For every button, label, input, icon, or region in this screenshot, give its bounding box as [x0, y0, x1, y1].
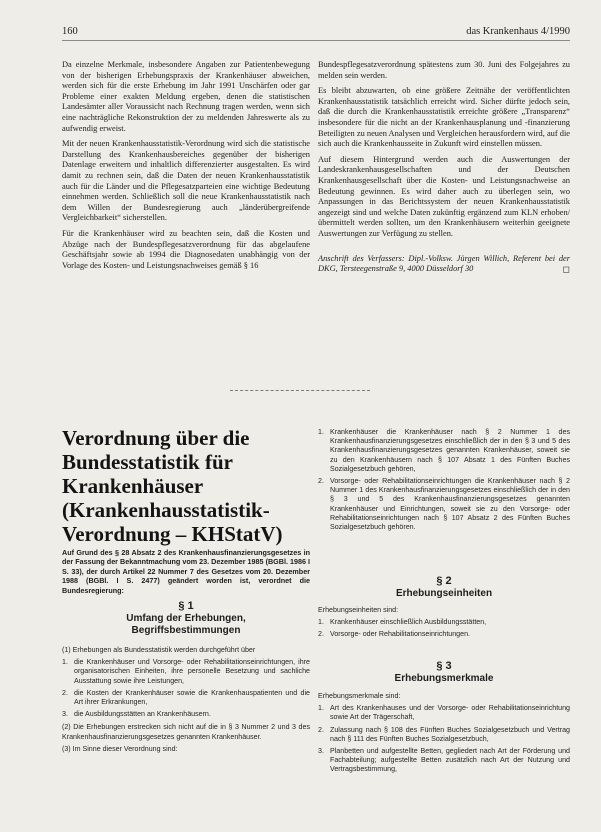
- title-line: Krankenhäuser: [62, 474, 204, 498]
- list-item: 3. die Ausbildungsstätten an Krankenhäusern.: [62, 710, 211, 719]
- section-number: § 1: [178, 600, 194, 612]
- title-line: Verordnung über die: [62, 426, 250, 450]
- section-paragraph: (2) Die Erhebungen erstrecken sich nicht auf die in § 3 Nummer 2 und 3 des Krankenhausfinanzierungsgesetzes genannten Krankenhäuser.: [62, 723, 310, 741]
- list-item: 2. Vorsorge- oder Rehabilitationseinrichtungen die Krankenhäuser nach § 2 Nummer 1 des Krankenhausfinanzierungsgesetzes einschließlich der in den § 3 und 5 des Krankenhausfinanzierungsgesetzes genannten Krankenhäuser und Einrichtungen, soweit sie zu den Vorsorge- oder Rehabilitationseinrichtungen nach § 107 Absatz 2 des Fünften Buches Sozialgesetzbuch gehören.: [318, 477, 570, 532]
- page-number: 160: [62, 26, 78, 37]
- section-title: Erhebungsmerkmale: [394, 673, 494, 684]
- list-item: 3. Planbetten und aufgestellte Betten, gegliedert nach Art der Förderung und Fachabteilung; aufgestellte Betten zusätzlich nach Art der Nutzung und Vertragsbestimmung,: [318, 747, 570, 774]
- section-paragraph: (1) Erhebungen als Bundesstatistik werden durchgeführt über: [62, 646, 256, 654]
- author-address: [318, 254, 570, 275]
- article-column-right: [318, 60, 570, 280]
- section-1-list: [62, 658, 310, 719]
- section-2-body: [318, 606, 570, 644]
- section-3-list: [318, 704, 570, 774]
- section-title: Umfang der Erhebungen,: [126, 613, 246, 624]
- article-paragraph: Bundespflegesatzverordnung spätestens zum 30. Juni des Folgejahres zu melden sein werden.: [318, 60, 570, 80]
- list-item: 1. die Krankenhäuser und Vorsorge- oder Rehabilitationseinrichtungen, ihre organisatorischen Einheiten, ihre personelle Besetzung und sachliche Ausstattung sowie ihre Leistungen,: [62, 658, 310, 685]
- section-1-definitions: [318, 428, 570, 536]
- article-paragraph: Für die Krankenhäuser wird zu beachten sein, daß die Kosten und Abzüge nach der Bundespflegesatzverordnung für das abgelaufene Geschäftsjahr sowie ab 1994 die Diagnosedaten unabhängig von der Vorlage des Kosten- und Leistungsnachweises gemäß § 16: [62, 228, 310, 270]
- list-item: 1. Krankenhäuser einschließlich Ausbildungsstätten,: [318, 618, 487, 627]
- list-item: 2. Vorsorge- oder Rehabilitationseinrichtungen.: [318, 630, 470, 639]
- section-paragraph: Erhebungseinheiten sind:: [318, 606, 399, 614]
- title-line: Bundesstatistik für: [62, 450, 233, 474]
- section-divider: [230, 390, 370, 391]
- running-header: [62, 24, 570, 41]
- section-1-body: [62, 646, 310, 757]
- section-1-heading: [62, 600, 310, 637]
- list-item: 2. Zulassung nach § 108 des Fünften Buches Sozialgesetzbuch und Vertrag nach § 111 des Fünften Buches Sozialgesetzbuch,: [318, 725, 570, 743]
- list-item: 1. Art des Krankenhauses und der Vorsorge- oder Rehabilitationseinrichtung sowie Art der Trägerschaft,: [318, 704, 570, 722]
- article-paragraph: Da einzelne Merkmale, insbesondere Angaben zur Patientenbewegung von der bisherigen Erhebungspraxis der Krankenhäuser abweichen, werden sich für die erste Erhebung im Jahr 1991 Unschärfen oder gar Probleme einer exakten Meldung ergeben, denen die statistischen Landesämter aller Voraussicht nach Rechnung tragen werden, wenn sich eine nachträgliche Rekonstruktion der zu meldenden Jahreswerte als zu aufwendig erweist.: [62, 60, 310, 133]
- list-item: 2. die Kosten der Krankenhäuser sowie die Krankenhauspatienten und die Art ihrer Erkrankungen,: [62, 688, 310, 707]
- end-mark-icon: ◻: [562, 264, 570, 275]
- section-number: § 2: [436, 575, 452, 587]
- section-2-list: [318, 618, 570, 639]
- title-line: (Krankenhausstatistik-: [62, 498, 270, 522]
- section-title: Begriffsbestimmungen: [131, 625, 241, 636]
- article-column-left: [62, 60, 310, 276]
- section-paragraph: (3) Im Sinne dieser Verordnung sind:: [62, 744, 178, 753]
- definitions-list: [318, 428, 570, 532]
- article-paragraph: Es bleibt abzuwarten, ob eine größere Zeitnähe der veröffentlichten Krankenhausstatistik tatsächlich erreicht wird. Sicher dürfte jedoch sein, daß die durch die Krankenhausstatistik erreichte größere „Transparenz“ insbesondere für die nicht an der Krankenhausplanung und -finanzierung Beteiligten zu neuen Analysen und Vergleichen herausfordern wird, auf die sich auch die Krankenhausseite in Zukunft wird einstellen müssen.: [318, 86, 570, 149]
- regulation-preamble: Auf Grund des § 28 Absatz 2 des Krankenhausfinanzierungsgesetzes in der Fassung der Bekanntmachung vom 23. Dezember 1985 (BGBl. 1986 I S. 33), der durch Artikel 22 Nummer 7 des Gesetzes vom 20. Dezember 1988 (BGBl. I S. 2477) geändert worden ist, verordnet die Bundesregierung:: [62, 548, 310, 595]
- list-item: 1. Krankenhäuser die Krankenhäuser nach § 2 Nummer 1 des Krankenhausfinanzierungsgesetzes einschließlich der in den § 3 und 5 des Krankenhausfinanzierungsgesetzes genannten Krankenhäuser, soweit sie zu den Krankenhäusern nach § 107 Absatz 1 des Fünften Buches Sozialgesetzbuch gehören,: [318, 428, 570, 473]
- section-2-heading: [318, 575, 570, 600]
- section-title: Erhebungseinheiten: [395, 588, 493, 599]
- title-line: Verordnung – KHStatV): [62, 522, 283, 546]
- section-3-body: [318, 692, 570, 779]
- journal-issue: das Krankenhaus 4/1990: [466, 26, 570, 37]
- regulation-title: [62, 426, 312, 546]
- section-3-heading: [318, 660, 570, 685]
- author-address-text: Anschrift des Verfassers: Dipl.-Volksw. Jürgen Willich, Referent bei der DKG, Tersteegenstraße 9, 4000 Düsseldorf 30: [318, 253, 570, 274]
- article-paragraph: Mit der neuen Krankenhausstatistik-Verordnung wird sich die statistische Darstellung des Krankenhausbereiches gegenüber der bisherigen Datenlage erweitern und inhaltlich differenzierter ausgestalten. Es wird damit zu rechnen sein, daß die Daten der neuen Krankenhausstatistik auch für die Länder und die Pflegesatzparteien eine wichtige Bedeutung einnehmen werden. Schließlich soll die neue Krankenhausstatistik nach dem Willen der Bundesregierung auch „länderübergreifende Vergleichbarkeit“ sicherstellen.: [62, 139, 310, 223]
- section-paragraph: Erhebungsmerkmale sind:: [318, 692, 401, 700]
- section-number: § 3: [436, 660, 452, 672]
- article-paragraph: Auf diesem Hintergrund werden auch die Auswertungen der Landeskrankenhausgesellschaften und der Deutschen Krankenhausgesellschaft über die Kosten- und Leistungsnachweise an Bedeutung gewinnen. Es wird daher auch zu überlegen sein, wo Anpassungen in das Berichtssystem der neuen Krankenhausstatistik angezeigt sind und welche Daten zukünftig ergänzend zum KLN erhoben/übermittelt werden sollten, um den Krankenhäusern weiterhin geeignete Auswertungen zur Verfügung zu stellen.: [318, 154, 570, 238]
